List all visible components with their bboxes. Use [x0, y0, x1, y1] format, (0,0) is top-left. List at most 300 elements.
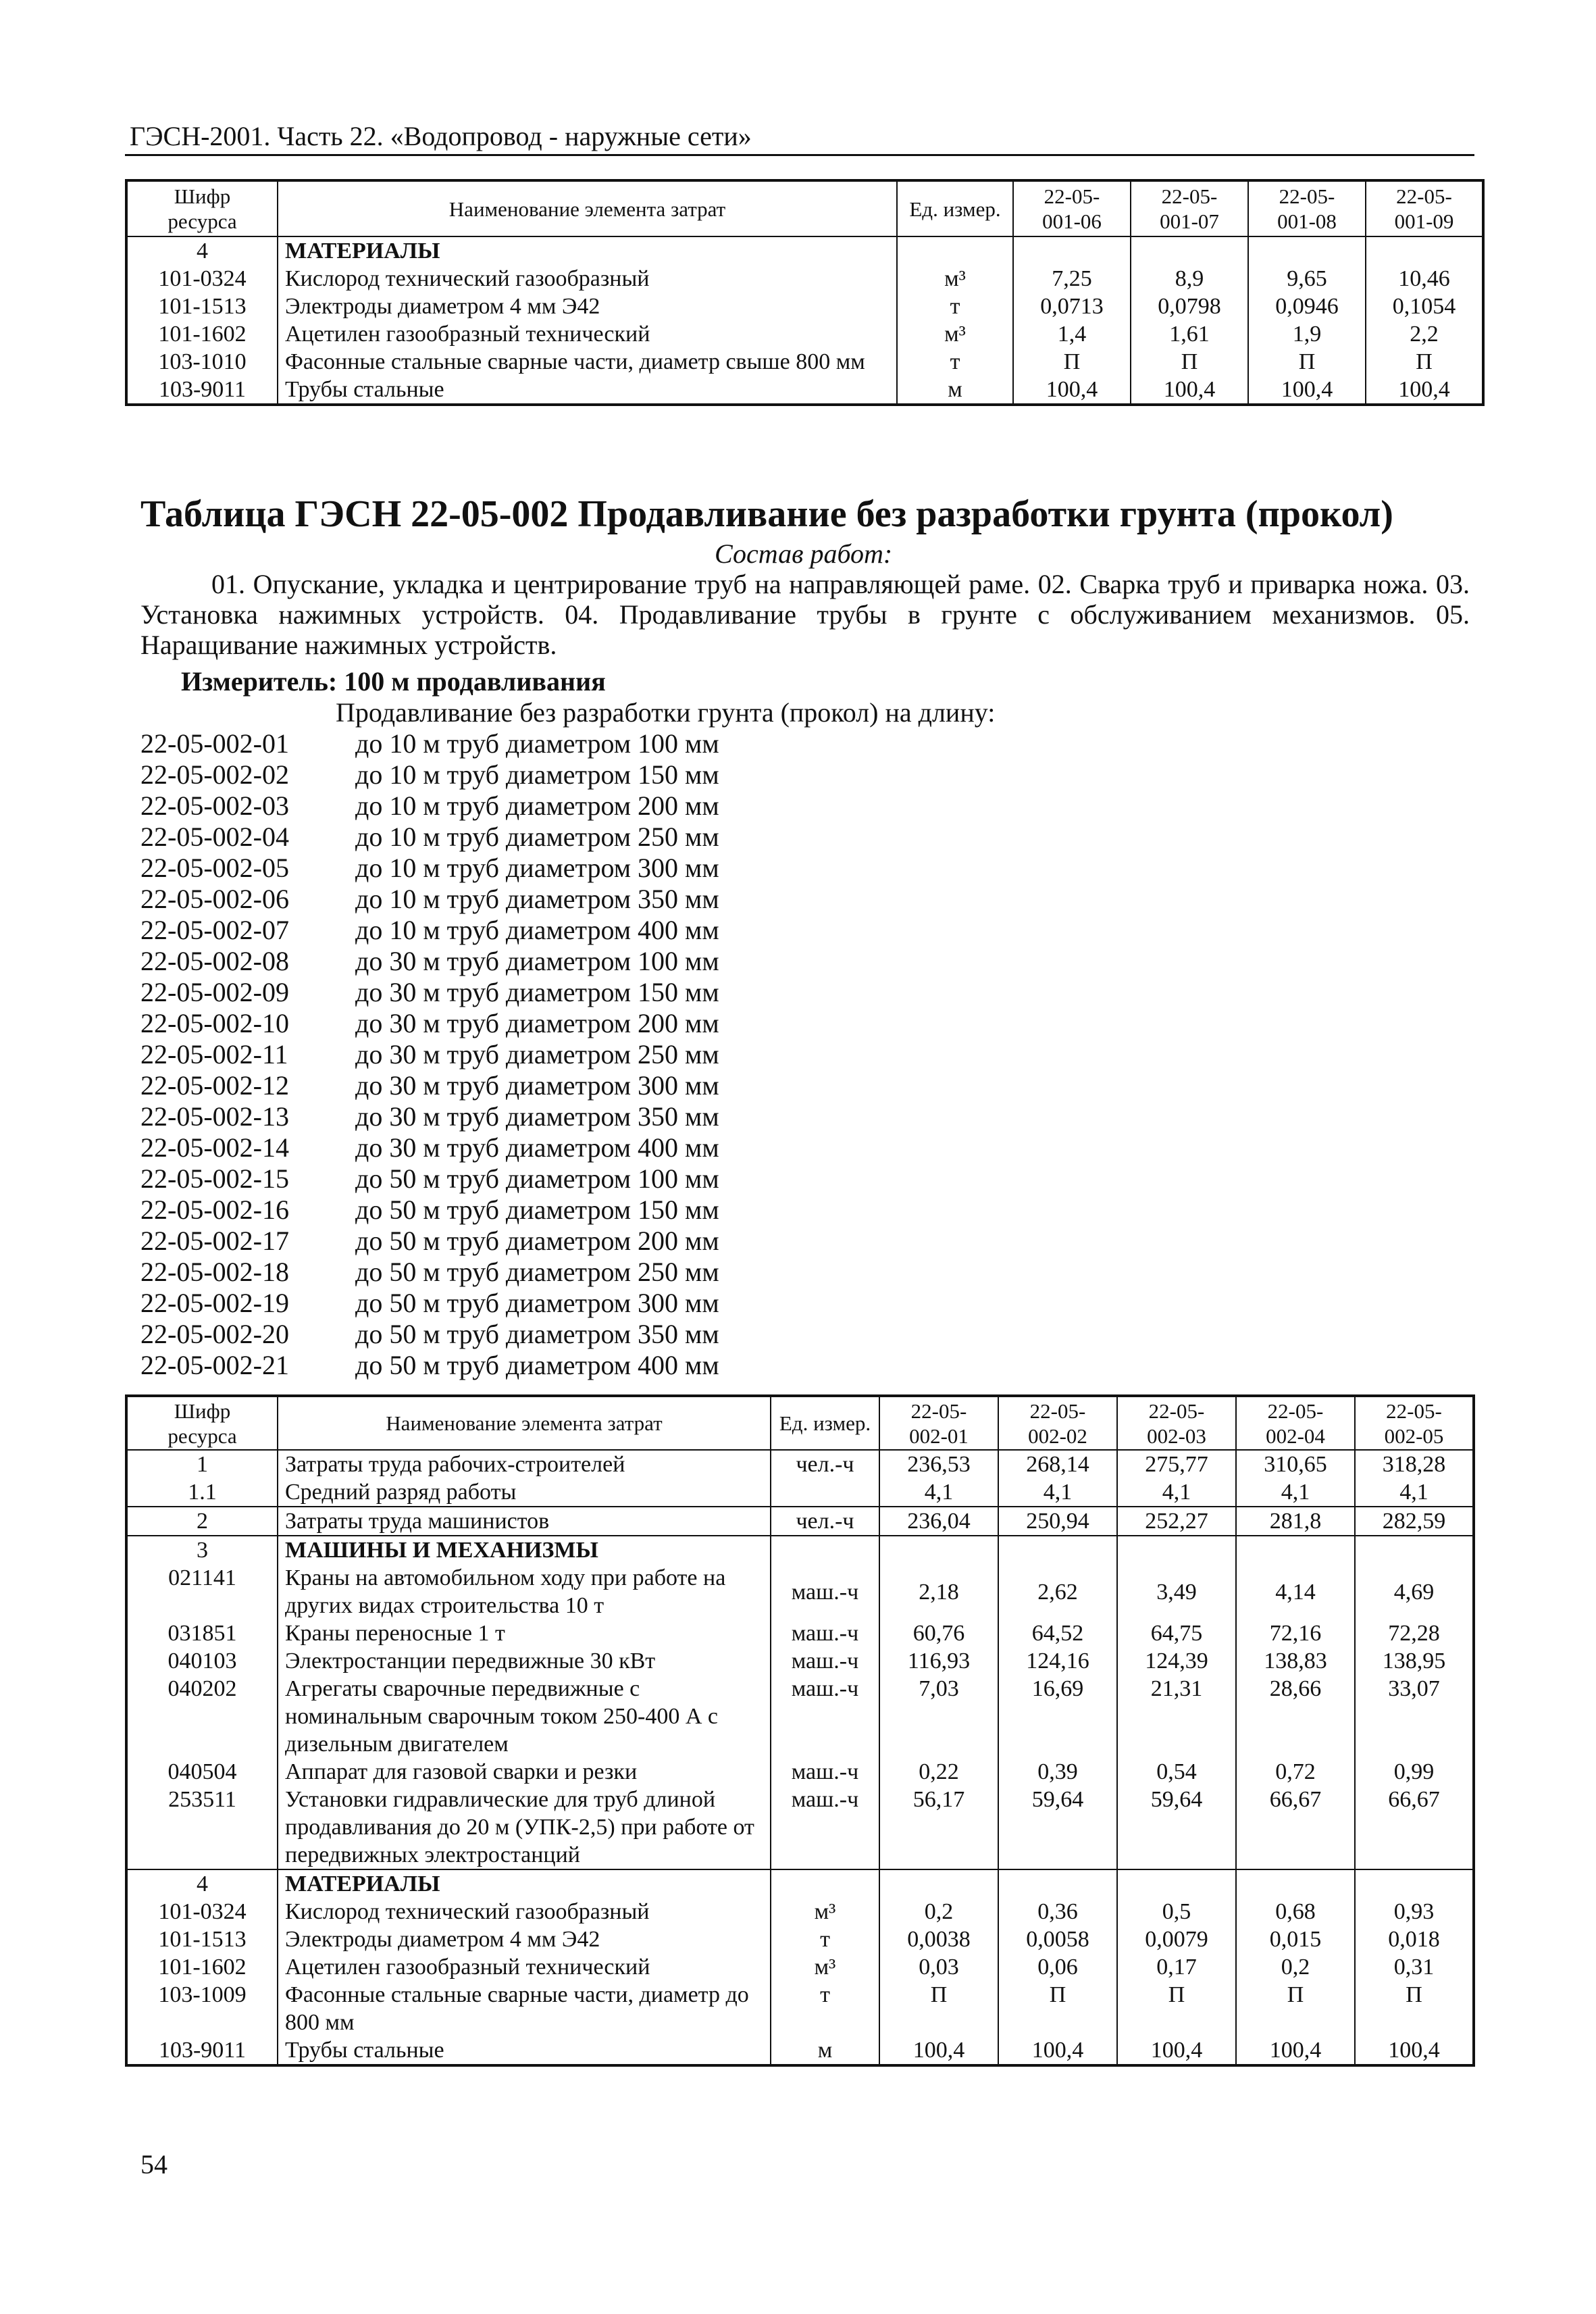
cell-value: 64,52: [998, 1619, 1117, 1647]
header-norm-code: [1117, 1396, 1236, 1450]
variant-text: до 50 м труб диаметром 350 мм: [355, 1319, 719, 1349]
cell-value: 4,1: [879, 1478, 998, 1507]
variant-code: 22-05-002-14: [140, 1132, 289, 1163]
cell-value: 0,5: [1117, 1898, 1236, 1926]
header-norm-code-line-2: 002-05: [1384, 1424, 1444, 1448]
cell-name: Средний разряд работы: [278, 1478, 771, 1507]
cell-value: 0,36: [998, 1898, 1117, 1926]
cell-value: П: [998, 1981, 1117, 2036]
cell-unit: маш.-ч: [771, 1647, 879, 1675]
variant-text: до 10 м труб диаметром 400 мм: [355, 915, 719, 945]
cell-code: 2: [126, 1507, 278, 1536]
cell-unit: [897, 236, 1013, 265]
cell-value: 4,1: [1355, 1478, 1474, 1507]
header-norm-code: [998, 1396, 1117, 1450]
variant-text: до 10 м труб диаметром 200 мм: [355, 790, 719, 821]
variant-text: до 50 м труб диаметром 150 мм: [355, 1194, 719, 1225]
cell-value: 4,1: [998, 1478, 1117, 1507]
cell-value: 0,99: [1355, 1758, 1474, 1786]
cell-value: 100,4: [1355, 2036, 1474, 2065]
cell-value: 28,66: [1236, 1675, 1355, 1758]
cell-value: 2,62: [998, 1564, 1117, 1619]
cell-name: Электроды диаметром 4 мм Э42: [278, 1926, 771, 1953]
table-row: [126, 1647, 1474, 1675]
cell-code: 103-9011: [126, 2036, 278, 2065]
variant-text: до 10 м труб диаметром 150 мм: [355, 759, 719, 790]
header-code: [126, 1396, 278, 1450]
cell-value: 4,1: [1117, 1478, 1236, 1507]
variant-code: 22-05-002-11: [140, 1039, 288, 1070]
table-row: [126, 1926, 1474, 1953]
variant-item: [140, 1008, 719, 1039]
cell-value: П: [1366, 348, 1483, 376]
cell-value: [1013, 236, 1131, 265]
header-name: Наименование элемента затрат: [278, 180, 897, 236]
cell-name: Агрегаты сварочные передвижные с номинальным сварочным током 250-400 А с дизельным двигателем: [278, 1675, 771, 1758]
cell-unit: маш.-ч: [771, 1675, 879, 1758]
cell-name: Ацетилен газообразный технический: [278, 1953, 771, 1981]
measure-unit: Измеритель: 100 м продавливания: [181, 666, 606, 697]
header-norm-code-line-2: 002-03: [1147, 1424, 1206, 1448]
cell-value: 100,4: [1131, 376, 1248, 405]
cell-code: 101-1513: [126, 293, 278, 320]
cell-value: 1,61: [1131, 320, 1248, 348]
cell-value: 0,018: [1355, 1926, 1474, 1953]
header-row: [126, 1396, 1474, 1450]
cell-value: 16,69: [998, 1675, 1117, 1758]
cell-code: 101-1602: [126, 1953, 278, 1981]
cell-value: 0,0079: [1117, 1926, 1236, 1953]
cell-name: Трубы стальные: [278, 2036, 771, 2065]
variant-text: до 50 м труб диаметром 250 мм: [355, 1257, 719, 1287]
header-rule: [125, 154, 1474, 156]
table-row: [126, 2036, 1474, 2065]
cell-value: [998, 1536, 1117, 1564]
cell-value: 4,1: [1236, 1478, 1355, 1507]
cell-value: 281,8: [1236, 1507, 1355, 1536]
cell-code: 4: [126, 1869, 278, 1898]
cell-code: 1.1: [126, 1478, 278, 1507]
table-row: [126, 1675, 1474, 1758]
cell-value: 7,03: [879, 1675, 998, 1758]
cell-code: 103-1010: [126, 348, 278, 376]
table-row: [126, 1953, 1474, 1981]
cell-value: 0,68: [1236, 1898, 1355, 1926]
table-row: [126, 1898, 1474, 1926]
variant-text: до 50 м труб диаметром 200 мм: [355, 1226, 719, 1256]
header-code-line-1: Шифр: [174, 184, 231, 208]
table-header: [126, 1396, 1474, 1450]
page-number: 54: [140, 2149, 168, 2180]
cell-value: [1355, 1869, 1474, 1898]
cell-value: 72,28: [1355, 1619, 1474, 1647]
variant-text: до 30 м труб диаметром 150 мм: [355, 977, 719, 1007]
variant-item: [140, 853, 719, 884]
cell-value: 0,0946: [1248, 293, 1366, 320]
variant-item: [140, 1226, 719, 1257]
cell-value: 21,31: [1117, 1675, 1236, 1758]
cell-code: 101-0324: [126, 1898, 278, 1926]
cell-value: 252,27: [1117, 1507, 1236, 1536]
table-row: [126, 1450, 1474, 1478]
header-unit: Ед. измер.: [897, 180, 1013, 236]
cell-unit: т: [771, 1981, 879, 2036]
cell-code: 101-0324: [126, 265, 278, 293]
cell-code: 031851: [126, 1619, 278, 1647]
cell-name: МАТЕРИАЛЫ: [278, 236, 897, 265]
header-norm-code: [1013, 180, 1131, 236]
cell-value: [1117, 1869, 1236, 1898]
cell-name: МАШИНЫ И МЕХАНИЗМЫ: [278, 1536, 771, 1564]
cell-name: Кислород технический газообразный: [278, 265, 897, 293]
cell-value: 138,83: [1236, 1647, 1355, 1675]
cell-value: 1,4: [1013, 320, 1131, 348]
cell-value: 275,77: [1117, 1450, 1236, 1478]
header-code-line-1: Шифр: [174, 1399, 231, 1423]
header-code-line-2: ресурса: [168, 1424, 237, 1448]
cell-value: 100,4: [1236, 2036, 1355, 2065]
cell-value: 8,9: [1131, 265, 1248, 293]
table-row: [126, 1758, 1474, 1786]
cell-value: 0,22: [879, 1758, 998, 1786]
cell-value: 138,95: [1355, 1647, 1474, 1675]
variant-code: 22-05-002-21: [140, 1350, 289, 1380]
header-norm-code-line-1: 22-05-: [1029, 1399, 1086, 1423]
variant-item: [140, 822, 719, 853]
cell-value: 4,14: [1236, 1564, 1355, 1619]
cell-name: МАТЕРИАЛЫ: [278, 1869, 771, 1898]
cell-value: 124,39: [1117, 1647, 1236, 1675]
variant-item: [140, 946, 719, 977]
variant-item: [140, 1194, 719, 1226]
cell-value: [1236, 1869, 1355, 1898]
cell-value: 0,1054: [1366, 293, 1483, 320]
table-row: [126, 293, 1483, 320]
header-norm-code: [879, 1396, 998, 1450]
variants-intro: Продавливание без разработки грунта (прокол) на длину:: [336, 697, 996, 728]
variant-item: [140, 759, 719, 790]
header-norm-code: [1131, 180, 1248, 236]
cell-unit: [771, 1536, 879, 1564]
cell-name: Затраты труда машинистов: [278, 1507, 771, 1536]
header-norm-code-line-1: 22-05-: [1279, 184, 1335, 208]
cell-value: 60,76: [879, 1619, 998, 1647]
cell-value: 0,72: [1236, 1758, 1355, 1786]
variant-code: 22-05-002-15: [140, 1163, 289, 1194]
cell-value: 100,4: [1248, 376, 1366, 405]
table-title: Таблица ГЭСН 22-05-002 Продавливание без разработки грунта (прокол): [140, 493, 1393, 535]
cell-value: 0,0058: [998, 1926, 1117, 1953]
cell-value: 268,14: [998, 1450, 1117, 1478]
cell-value: 1,9: [1248, 320, 1366, 348]
header-norm-code-line-2: 001-09: [1394, 209, 1454, 233]
variant-item: [140, 1257, 719, 1288]
cell-unit: [771, 1478, 879, 1507]
variants-list: [140, 728, 719, 1381]
cell-value: 0,31: [1355, 1953, 1474, 1981]
header-code: [126, 180, 278, 236]
section-row: [126, 1536, 1474, 1564]
variant-item: [140, 728, 719, 759]
cell-unit: м³: [897, 320, 1013, 348]
variant-code: 22-05-002-18: [140, 1257, 289, 1287]
cell-value: 100,4: [879, 2036, 998, 2065]
cell-value: [1355, 1536, 1474, 1564]
cell-code: 103-1009: [126, 1981, 278, 2036]
variant-item: [140, 790, 719, 822]
cell-code: 040504: [126, 1758, 278, 1786]
cell-unit: т: [897, 293, 1013, 320]
variant-code: 22-05-002-07: [140, 915, 289, 945]
cell-value: 100,4: [1117, 2036, 1236, 2065]
table-row: [126, 1786, 1474, 1869]
variant-item: [140, 915, 719, 946]
cell-code: 101-1602: [126, 320, 278, 348]
cell-value: 250,94: [998, 1507, 1117, 1536]
table-body: [126, 1450, 1474, 2065]
cell-value: 310,65: [1236, 1450, 1355, 1478]
cell-value: [1117, 1536, 1236, 1564]
cell-value: П: [1355, 1981, 1474, 2036]
variant-text: до 30 м труб диаметром 400 мм: [355, 1132, 719, 1163]
cell-unit: м³: [771, 1953, 879, 1981]
cell-value: 64,75: [1117, 1619, 1236, 1647]
cell-code: 101-1513: [126, 1926, 278, 1953]
table-row: [126, 1981, 1474, 2036]
header-name: Наименование элемента затрат: [278, 1396, 771, 1450]
cell-value: 282,59: [1355, 1507, 1474, 1536]
variant-item: [140, 1070, 719, 1101]
work-description: 01. Опускание, укладка и центрирование труб на направляющей раме. 02. Сварка труб и приварка ножа. 03. Установка нажимных устройств. 04. Продавливание трубы в грунте с обслуживанием механизмов. 05. Наращивание нажимных устройств.: [140, 569, 1470, 660]
cell-value: 0,2: [1236, 1953, 1355, 1981]
variant-code: 22-05-002-10: [140, 1008, 289, 1038]
cell-unit: чел.-ч: [771, 1450, 879, 1478]
variant-code: 22-05-002-05: [140, 853, 289, 883]
cell-value: 0,0798: [1131, 293, 1248, 320]
cell-code: 1: [126, 1450, 278, 1478]
table-row: [126, 1619, 1474, 1647]
variant-code: 22-05-002-01: [140, 728, 289, 759]
cell-code: 103-9011: [126, 376, 278, 405]
header-row: [126, 180, 1483, 236]
cell-value: 0,2: [879, 1898, 998, 1926]
resource-table-22-05-002: [125, 1394, 1475, 2067]
variant-text: до 30 м труб диаметром 200 мм: [355, 1008, 719, 1038]
header-norm-code-line-1: 22-05-: [1148, 1399, 1205, 1423]
header-norm-code-line-2: 002-01: [909, 1424, 969, 1448]
variant-code: 22-05-002-16: [140, 1194, 289, 1225]
header-norm-code-line-1: 22-05-: [910, 1399, 967, 1423]
cell-value: П: [1013, 348, 1131, 376]
cell-value: [1131, 236, 1248, 265]
variant-code: 22-05-002-04: [140, 822, 289, 852]
variant-text: до 30 м труб диаметром 250 мм: [355, 1039, 719, 1070]
variant-text: до 10 м труб диаметром 250 мм: [355, 822, 719, 852]
cell-name: Электростанции передвижные 30 кВт: [278, 1647, 771, 1675]
cell-value: 0,93: [1355, 1898, 1474, 1926]
variant-item: [140, 1039, 719, 1070]
table-row: [126, 376, 1483, 405]
cell-value: 236,53: [879, 1450, 998, 1478]
header-norm-code-line-1: 22-05-: [1161, 184, 1218, 208]
cell-name: Фасонные стальные сварные части, диаметр свыше 800 мм: [278, 348, 897, 376]
variant-item: [140, 884, 719, 915]
table-row: [126, 348, 1483, 376]
cell-code: 021141: [126, 1564, 278, 1619]
cell-unit: т: [771, 1926, 879, 1953]
variant-item: [140, 1101, 719, 1132]
cell-value: 4,69: [1355, 1564, 1474, 1619]
composition-title: Состав работ:: [715, 538, 893, 569]
variant-text: до 50 м труб диаметром 100 мм: [355, 1163, 719, 1194]
cell-unit: м³: [897, 265, 1013, 293]
cell-unit: [771, 1869, 879, 1898]
cell-value: 0,0713: [1013, 293, 1131, 320]
cell-value: 100,4: [1013, 376, 1131, 405]
variant-code: 22-05-002-09: [140, 977, 289, 1007]
cell-unit: маш.-ч: [771, 1619, 879, 1647]
cell-code: 3: [126, 1536, 278, 1564]
cell-value: 0,03: [879, 1953, 998, 1981]
cell-value: 124,16: [998, 1647, 1117, 1675]
variant-code: 22-05-002-08: [140, 946, 289, 976]
cell-value: 72,16: [1236, 1619, 1355, 1647]
cell-unit: м: [771, 2036, 879, 2065]
variant-text: до 30 м труб диаметром 350 мм: [355, 1101, 719, 1132]
variant-code: 22-05-002-17: [140, 1226, 289, 1256]
cell-value: 33,07: [1355, 1675, 1474, 1758]
cell-value: 0,06: [998, 1953, 1117, 1981]
cell-name: Установки гидравлические для труб длиной продавливания до 20 м (УПК-2,5) при работе от передвижных электростанций: [278, 1786, 771, 1869]
cell-value: П: [1131, 348, 1248, 376]
cell-value: П: [1117, 1981, 1236, 2036]
header-norm-code: [1355, 1396, 1474, 1450]
cell-value: 318,28: [1355, 1450, 1474, 1478]
table-row: [126, 1478, 1474, 1507]
cell-unit: маш.-ч: [771, 1758, 879, 1786]
cell-value: П: [879, 1981, 998, 2036]
cell-unit: маш.-ч: [771, 1786, 879, 1869]
variant-item: [140, 1350, 719, 1381]
section-row: [126, 236, 1483, 265]
header-norm-code-line-1: 22-05-: [1396, 184, 1452, 208]
cell-value: 66,67: [1355, 1786, 1474, 1869]
cell-name: Электроды диаметром 4 мм Э42: [278, 293, 897, 320]
header-norm-code: [1236, 1396, 1355, 1450]
cell-value: [879, 1869, 998, 1898]
cell-code: 040103: [126, 1647, 278, 1675]
variant-item: [140, 1319, 719, 1350]
cell-value: П: [1236, 1981, 1355, 2036]
cell-value: [879, 1536, 998, 1564]
variant-text: до 10 м труб диаметром 350 мм: [355, 884, 719, 914]
cell-value: 100,4: [1366, 376, 1483, 405]
header-norm-code-line-1: 22-05-: [1267, 1399, 1324, 1423]
running-header: ГЭСН-2001. Часть 22. «Водопровод - наружные сети»: [130, 121, 752, 151]
cell-value: П: [1248, 348, 1366, 376]
variant-item: [140, 977, 719, 1008]
resource-table-22-05-001: [125, 179, 1485, 406]
variant-code: 22-05-002-20: [140, 1319, 289, 1349]
header-norm-code-line-2: 002-02: [1028, 1424, 1087, 1448]
cell-value: [1248, 236, 1366, 265]
section-row: [126, 1869, 1474, 1898]
table-body: [126, 236, 1483, 405]
cell-value: 2,2: [1366, 320, 1483, 348]
table-row: [126, 265, 1483, 293]
cell-value: 2,18: [879, 1564, 998, 1619]
cell-name: Краны на автомобильном ходу при работе на других видах строительства 10 т: [278, 1564, 771, 1619]
cell-name: Затраты труда рабочих-строителей: [278, 1450, 771, 1478]
table-row: [126, 320, 1483, 348]
variant-code: 22-05-002-19: [140, 1288, 289, 1318]
variant-text: до 30 м труб диаметром 300 мм: [355, 1070, 719, 1101]
header-norm-code-line-1: 22-05-: [1386, 1399, 1442, 1423]
header-code-line-2: ресурса: [168, 209, 237, 233]
cell-value: [998, 1869, 1117, 1898]
variant-text: до 10 м труб диаметром 100 мм: [355, 728, 719, 759]
cell-value: 59,64: [998, 1786, 1117, 1869]
cell-value: 0,54: [1117, 1758, 1236, 1786]
variant-text: до 30 м труб диаметром 100 мм: [355, 946, 719, 976]
variant-item: [140, 1288, 719, 1319]
variant-code: 22-05-002-03: [140, 790, 289, 821]
cell-value: [1366, 236, 1483, 265]
variant-text: до 10 м труб диаметром 300 мм: [355, 853, 719, 883]
cell-value: 236,04: [879, 1507, 998, 1536]
cell-unit: м: [897, 376, 1013, 405]
cell-value: 10,46: [1366, 265, 1483, 293]
variant-item: [140, 1163, 719, 1194]
header-unit: Ед. измер.: [771, 1396, 879, 1450]
header-norm-code-line-2: 001-07: [1160, 209, 1219, 233]
cell-name: Трубы стальные: [278, 376, 897, 405]
cell-value: 56,17: [879, 1786, 998, 1869]
variant-item: [140, 1132, 719, 1163]
cell-unit: м³: [771, 1898, 879, 1926]
cell-value: 59,64: [1117, 1786, 1236, 1869]
header-norm-code-line-2: 002-04: [1266, 1424, 1325, 1448]
cell-value: 100,4: [998, 2036, 1117, 2065]
cell-value: 9,65: [1248, 265, 1366, 293]
variant-text: до 50 м труб диаметром 300 мм: [355, 1288, 719, 1318]
cell-code: 253511: [126, 1786, 278, 1869]
cell-name: Фасонные стальные сварные части, диаметр до 800 мм: [278, 1981, 771, 2036]
cell-value: 66,67: [1236, 1786, 1355, 1869]
cell-value: [1236, 1536, 1355, 1564]
cell-unit: маш.-ч: [771, 1564, 879, 1619]
variant-code: 22-05-002-02: [140, 759, 289, 790]
table-row: [126, 1564, 1474, 1619]
header-norm-code-line-2: 001-08: [1277, 209, 1337, 233]
cell-value: 0,17: [1117, 1953, 1236, 1981]
cell-code: 040202: [126, 1675, 278, 1758]
table-header: [126, 180, 1483, 236]
cell-name: Ацетилен газообразный технический: [278, 320, 897, 348]
cell-value: 0,015: [1236, 1926, 1355, 1953]
cell-name: Кислород технический газообразный: [278, 1898, 771, 1926]
cell-unit: чел.-ч: [771, 1507, 879, 1536]
table-row: [126, 1507, 1474, 1536]
cell-value: 0,39: [998, 1758, 1117, 1786]
header-norm-code-line-1: 22-05-: [1044, 184, 1100, 208]
header-norm-code: [1248, 180, 1366, 236]
variant-code: 22-05-002-12: [140, 1070, 289, 1101]
header-norm-code: [1366, 180, 1483, 236]
variant-text: до 50 м труб диаметром 400 мм: [355, 1350, 719, 1380]
cell-unit: т: [897, 348, 1013, 376]
cell-name: Аппарат для газовой сварки и резки: [278, 1758, 771, 1786]
